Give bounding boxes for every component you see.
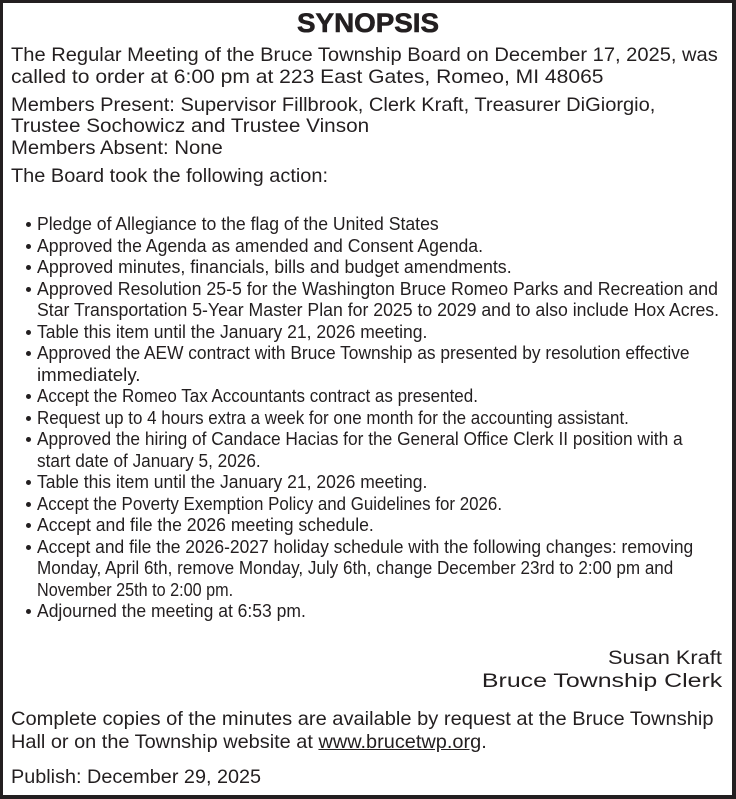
bullet-icon xyxy=(26,287,31,292)
bullet-icon xyxy=(26,351,31,356)
bullet-icon xyxy=(26,265,31,270)
action-item-line: Adjourned the meeting at 6:53 pm. xyxy=(37,600,306,621)
action-item-line: Accept the Poverty Exemption Policy and Guidelines for 2026. xyxy=(37,492,503,514)
action-item-line: Accept and file the 2026-2027 holiday schedule with the following changes: removing xyxy=(37,535,694,557)
copies-line xyxy=(11,731,487,753)
bullet-icon xyxy=(26,545,31,550)
copies-line-suffix: . xyxy=(481,731,487,753)
action-item-line: Approved minutes, financials, bills and budget amendments. xyxy=(37,256,512,277)
action-item-line: November 25th to 2:00 pm. xyxy=(37,578,234,600)
signature-title: Bruce Township Clerk xyxy=(481,670,722,692)
bullet-icon xyxy=(26,523,31,528)
members-absent: Members Absent: None xyxy=(11,137,223,159)
action-item-line: Approved the Agenda as amended and Consent Agenda. xyxy=(37,234,484,256)
signature-name: Susan Kraft xyxy=(608,647,722,669)
actions-heading: The Board took the following action: xyxy=(11,165,329,187)
copies-line: Complete copies of the minutes are available by request at the Bruce Township xyxy=(11,708,714,730)
action-item-line: Table this item until the January 21, 2026 meeting. xyxy=(37,320,428,342)
bullet-icon xyxy=(26,502,31,507)
bullet-icon xyxy=(26,416,31,421)
action-item-line: Monday, April 6th, remove Monday, July 6th, change December 23rd to 2:00 pm and xyxy=(37,557,674,578)
action-item-line: Accept the Romeo Tax Accountants contract as presented. xyxy=(37,385,478,406)
bullet-icon xyxy=(26,244,31,249)
bullet-icon xyxy=(26,394,31,399)
notice-title xyxy=(0,7,736,39)
bullet-icon xyxy=(26,222,31,227)
notice-title-text: SYNOPSIS xyxy=(296,8,439,38)
action-item-line: Accept and file the 2026 meeting schedule. xyxy=(37,514,374,535)
action-item-line: Pledge of Allegiance to the flag of the United States xyxy=(37,213,439,234)
bullet-icon xyxy=(26,480,31,485)
website-link[interactable]: www.brucetwp.org xyxy=(318,731,482,753)
bullet-icon xyxy=(26,437,31,442)
action-item-line: Approved Resolution 25-5 for the Washington Bruce Romeo Parks and Recreation and xyxy=(37,277,718,299)
action-item-line: Table this item until the January 21, 2026 meeting. xyxy=(37,471,428,492)
action-item-line: start date of January 5, 2026. xyxy=(37,449,261,471)
action-item-line: Approved the AEW contract with Bruce Township as presented by resolution effective xyxy=(37,342,690,363)
members-present-line: Members Present: Supervisor Fillbrook, Clerk Kraft, Treasurer DiGiorgio, xyxy=(11,94,656,116)
intro-line: The Regular Meeting of the Bruce Township Board on December 17, 2025, was xyxy=(11,44,718,66)
bullet-icon xyxy=(26,609,31,614)
publish-date: Publish: December 29, 2025 xyxy=(11,766,262,788)
intro-line: called to order at 6:00 pm at 223 East Gates, Romeo, MI 48065 xyxy=(11,66,604,88)
copies-line-prefix: Hall or on the Township website at xyxy=(11,731,319,753)
action-item-line: Star Transportation 5-Year Master Plan for 2025 to 2029 and to also include Hox Acres. xyxy=(37,299,720,320)
action-item-line: immediately. xyxy=(37,363,141,385)
action-item-line: Approved the hiring of Candace Hacias for the General Office Clerk II position with a xyxy=(37,428,683,449)
bullet-icon xyxy=(26,330,31,335)
members-present-line: Trustee Sochowicz and Trustee Vinson xyxy=(11,115,370,137)
action-item-line: Request up to 4 hours extra a week for one month for the accounting assistant. xyxy=(37,406,629,428)
